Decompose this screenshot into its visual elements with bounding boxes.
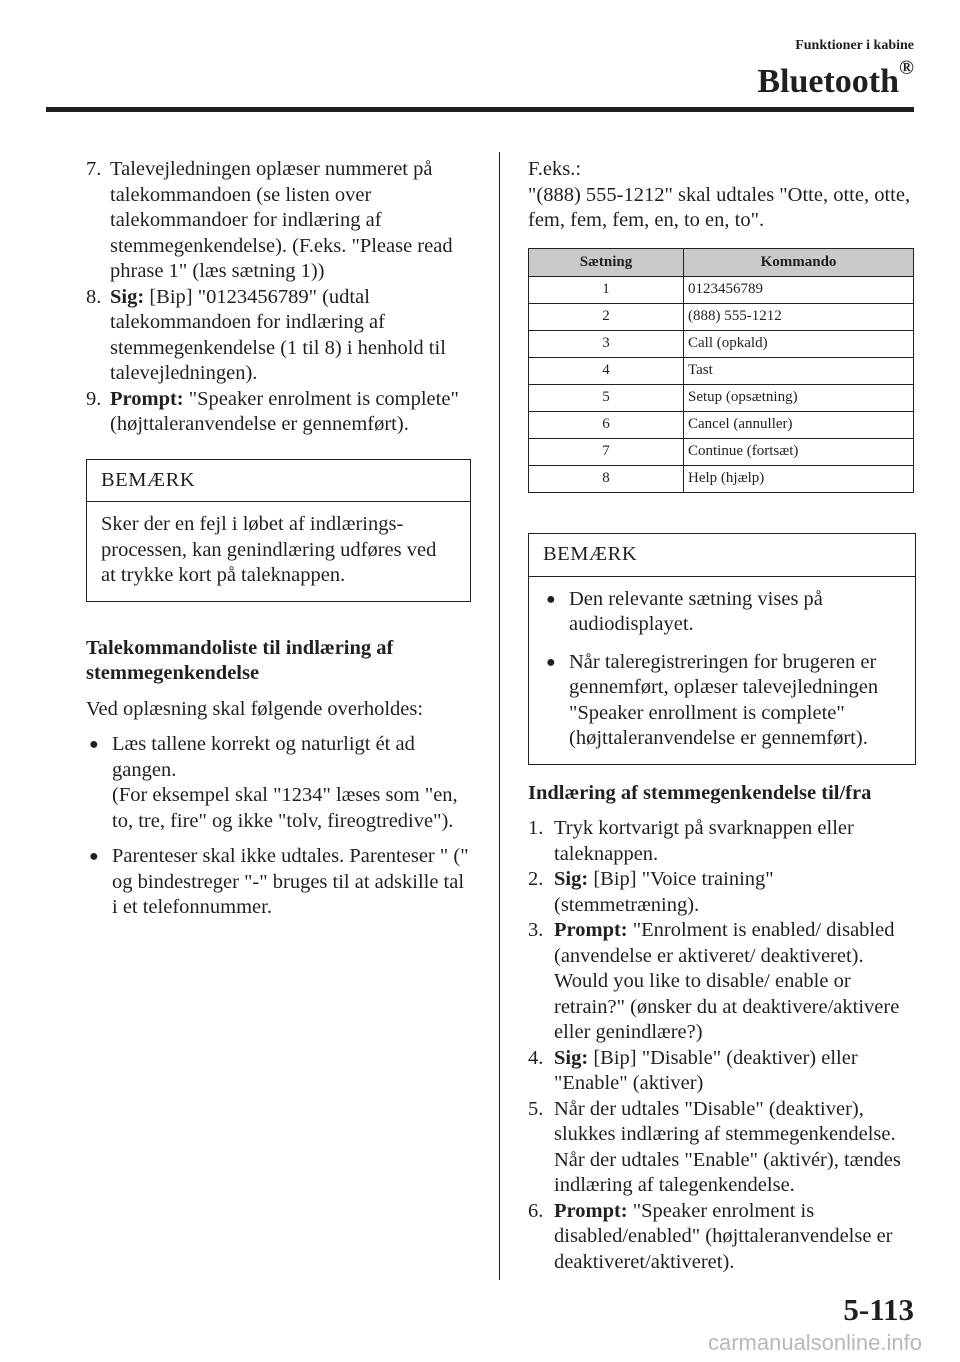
table-cell: 5 — [529, 385, 684, 412]
table-cell: Tast — [684, 358, 914, 385]
table-row — [529, 439, 914, 466]
table-cell: 7 — [529, 439, 684, 466]
note-heading: BEMÆRK — [87, 460, 470, 503]
step-number: 1. — [528, 817, 544, 839]
table-cell: 6 — [529, 412, 684, 439]
table-row — [529, 466, 914, 493]
step-label: Sig: — [110, 285, 145, 308]
table-row — [529, 358, 914, 385]
section-heading: Indlæring af stemmegenkendelse til/fra — [528, 781, 872, 804]
step-item — [528, 816, 916, 867]
section-label: Funktioner i kabine — [795, 38, 914, 53]
step-text: "Enrolment is enabled/ disabled (anvendelse er aktiveret/ deaktiveret). Would you like to disable/ enable or retrain?" (ønsker du at deaktivere/aktivere eller genindlære?) — [554, 919, 900, 1043]
table-row — [529, 412, 914, 439]
table-cell: 1 — [529, 277, 684, 304]
note-box — [528, 533, 916, 765]
step-number: 2. — [528, 868, 544, 890]
bullet-text: Når taleregistreringen for brugeren er gennemført, oplæser talevejledningen "Speaker enrollment is complete" (højttaleranvendelse er gennemført). — [569, 650, 879, 749]
bullet-icon: ● — [546, 653, 556, 671]
table-cell: Continue (fortsæt) — [684, 439, 914, 466]
registered-mark: ® — [899, 57, 914, 79]
bullet-text: (For eksempel skal "1234" læses som "en, to, tre, fire" og ikke "tolv, fireogtredive"). — [112, 784, 458, 832]
example-label: F.eks.: — [528, 158, 582, 180]
table-cell: Cancel (annuller) — [684, 412, 914, 439]
list-item — [86, 732, 471, 834]
table-row — [529, 304, 914, 331]
step-item — [528, 918, 916, 1046]
step-label: Prompt: — [554, 1199, 628, 1222]
table-cell: (888) 555-1212 — [684, 304, 914, 331]
note-box — [86, 459, 471, 602]
column-header: Sætning — [529, 248, 684, 277]
step-number: 3. — [528, 919, 544, 941]
bullet-icon: ● — [546, 590, 556, 608]
table-cell: Setup (opsætning) — [684, 385, 914, 412]
list-item — [543, 650, 901, 752]
step-item — [86, 157, 471, 285]
table-row — [529, 385, 914, 412]
table-cell: 3 — [529, 331, 684, 358]
step-number: 8. — [86, 285, 102, 308]
step-item — [86, 285, 471, 387]
command-table — [528, 248, 914, 494]
page-title-text: Bluetooth — [757, 63, 900, 100]
section-heading: Talekommandoliste til indlæring af stemmegenkendelse — [86, 636, 394, 684]
step-label: Sig: — [554, 1046, 589, 1069]
example-text: "(888) 555-1212" skal udtales "Otte, otte, otte, fem, fem, fem, en, to en, to". — [528, 183, 911, 231]
step-number: 6. — [528, 1199, 544, 1222]
step-text: [Bip] "Disable" (deaktiver) eller "Enable" (aktiver) — [554, 1046, 858, 1094]
right-column — [528, 157, 916, 1275]
step-text: Tryk kortvarigt på svarknappen eller taleknappen. — [554, 817, 854, 865]
table-cell: 2 — [529, 304, 684, 331]
step-text: Talevejledningen oplæser nummeret på talekommandoen (se listen over talekommandoer for indlæring af stemmegenkendelse). (F.eks. "Please read phrase 1" (læs sætning 1)) — [110, 158, 453, 282]
table-cell: Call (opkald) — [684, 331, 914, 358]
step-text: "Speaker enrolment is complete" (højttaleranvendelse er gennemført). — [110, 387, 459, 435]
table-header-row — [529, 248, 914, 277]
page-title — [757, 58, 914, 99]
bullet-text: Den relevante sætning vises på audiodisplayet. — [569, 587, 823, 635]
table-cell: 8 — [529, 466, 684, 493]
step-label: Prompt: — [110, 387, 184, 410]
table-cell: 0123456789 — [684, 277, 914, 304]
note-heading: BEMÆRK — [529, 534, 915, 577]
step-label: Prompt: — [554, 919, 628, 941]
step-text: [Bip] "0123456789" (udtal talekommandoen for indlæring af stemmegenkendelse (1 til 8) i henhold til talevejledningen). — [110, 285, 446, 384]
table-cell: 4 — [529, 358, 684, 385]
note-body — [529, 577, 915, 764]
column-divider — [499, 152, 500, 1280]
step-label: Sig: — [554, 868, 589, 890]
step-number: 4. — [528, 1046, 544, 1069]
list-item — [543, 587, 901, 638]
note-body: Sker der en fejl i løbet af indlærings-processen, kan genindlæring udføres ved at trykke kort på taleknappen. — [101, 513, 437, 586]
table-row — [529, 331, 914, 358]
table-cell: Help (hjælp) — [684, 466, 914, 493]
watermark: carmanualsonline.info — [707, 1330, 922, 1355]
step-item — [528, 1199, 916, 1276]
step-item — [86, 387, 471, 438]
step-item — [528, 1046, 916, 1097]
bullet-icon: ● — [89, 848, 99, 865]
table-row — [529, 277, 914, 304]
intro-text: Ved oplæsning skal følgende overholdes: — [86, 697, 424, 720]
step-number: 7. — [86, 158, 102, 180]
step-item — [528, 867, 916, 918]
bullet-icon: ● — [89, 736, 99, 753]
step-number: 9. — [86, 387, 102, 410]
step-text: [Bip] "Voice training" (stemmetræning). — [554, 868, 774, 916]
step-text: Når der udtales "Disable" (deaktiver), slukkes indlæring af stemmegenkendelse. Når der udtales "Enable" (aktivér), tændes indlæring af talegenkendelse. — [554, 1097, 901, 1196]
bullet-text: Læs tallene korrekt og naturligt ét ad gangen. — [112, 733, 415, 781]
step-item — [528, 1097, 916, 1199]
column-header: Kommando — [684, 248, 914, 277]
bullet-text: Parenteser skal ikke udtales. Parenteser " (" og bindestreger "-" bruges til at adskille tal i et telefonnummer. — [112, 845, 469, 918]
page-number: 5-113 — [843, 1292, 914, 1327]
list-item — [86, 844, 471, 921]
step-text: "Speaker enrolment is disabled/enabled" (højttaleranvendelse er deaktiveret/aktiveret). — [554, 1199, 893, 1273]
left-column — [86, 157, 471, 921]
step-number: 5. — [528, 1097, 544, 1120]
header-rule — [46, 107, 914, 112]
